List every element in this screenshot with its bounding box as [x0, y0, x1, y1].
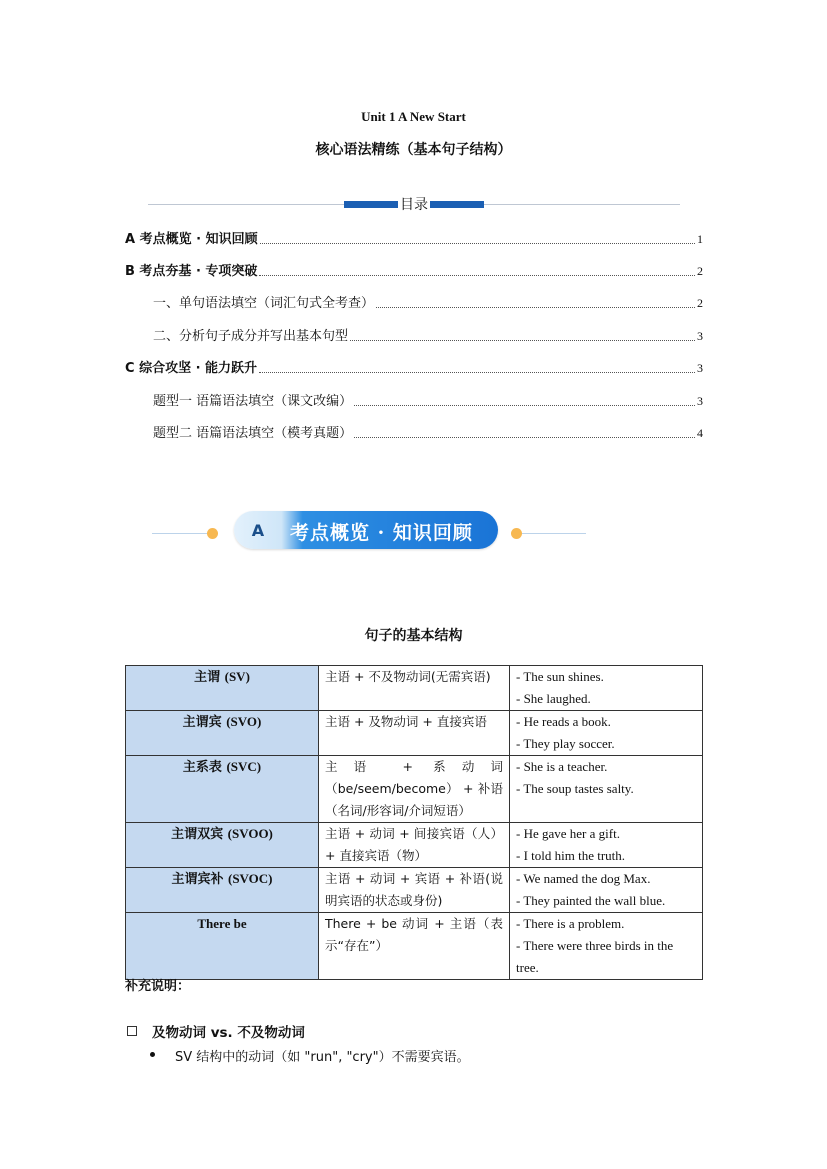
structure-name: 主谓: [194, 670, 221, 685]
toc-bar-left: [344, 201, 400, 208]
toc-item-text: 题型一 语篇语法填空（课文改编）: [153, 394, 353, 409]
toc-bar-right: [428, 201, 484, 208]
structure-code: (SV): [224, 669, 250, 684]
table-row: [126, 756, 703, 823]
structure-code: (SVOO): [227, 826, 273, 841]
structure-code: (SVO): [226, 714, 262, 729]
banner-line-right: [516, 533, 586, 534]
structure-desc: 主语 + 动词 + 间接宾语（人） + 直接宾语（物）: [319, 823, 510, 868]
structure-desc: There + be 动词 + 主语（表示“存在”）: [319, 913, 510, 980]
toc-item-c[interactable]: [125, 357, 703, 376]
example-line: - The sun shines.: [516, 669, 604, 684]
sentence-structure-table: [125, 665, 703, 980]
supplement-label: 补充说明：: [125, 979, 191, 994]
structure-examples: [510, 756, 703, 823]
structure-examples: [510, 823, 703, 868]
structure-desc: 主语 + 系动词（be/seem/become） + 补语（名词/形容词/介词短语）: [319, 756, 510, 823]
structure-name: 主系表: [182, 760, 222, 775]
structure-name-cell: [126, 711, 319, 756]
bullet-icon: [150, 1052, 155, 1057]
toc-leader: [259, 275, 695, 276]
toc-leader: [354, 437, 695, 438]
structure-name-cell: [126, 666, 319, 711]
structure-name-cell: [126, 823, 319, 868]
toc-item-text: B 考点夯基 · 专项突破: [125, 264, 258, 279]
structure-desc: 主语 + 动词 + 宾语 + 补语(说明宾语的状态或身份): [319, 868, 510, 913]
structure-name: There be: [197, 916, 247, 931]
toc-item-page: 1: [697, 232, 703, 246]
example-line: - She is a teacher.: [516, 759, 608, 774]
checkbox-icon: [127, 1026, 137, 1036]
example-line: - There were three birds in the tree.: [516, 938, 674, 975]
unit-title: Unit 1 A New Start: [361, 109, 466, 124]
banner-dot-right: [511, 528, 522, 539]
structure-examples: [510, 913, 703, 980]
toc-item-c1[interactable]: [153, 390, 703, 409]
toc-item-text: C 综合攻坚 · 能力跃升: [125, 361, 258, 376]
structure-desc: 主语 + 不及物动词(无需宾语): [319, 666, 510, 711]
example-line: - They play soccer.: [516, 736, 615, 751]
toc-leader: [376, 307, 695, 308]
toc-item-b1[interactable]: [153, 292, 703, 311]
structure-desc: 主语 + 及物动词 + 直接宾语: [319, 711, 510, 756]
example-line: - There is a problem.: [516, 916, 625, 931]
banner-line-left: [152, 533, 212, 534]
toc-item-page: 3: [697, 329, 703, 343]
example-line: - She laughed.: [516, 691, 591, 706]
example-line: - I told him the truth.: [516, 848, 626, 863]
table-row: [126, 913, 703, 980]
table-row: [126, 868, 703, 913]
example-line: - We named the dog Max.: [516, 871, 651, 886]
toc-item-text: A 考点概览 · 知识回顾: [125, 232, 258, 247]
structure-name: 主谓双宾: [171, 827, 224, 842]
table-row: [126, 823, 703, 868]
toc-item-page: 3: [697, 361, 703, 375]
table-row: [126, 711, 703, 756]
table-row: [126, 666, 703, 711]
example-line: - They painted the wall blue.: [516, 893, 666, 908]
structure-examples: [510, 666, 703, 711]
structure-name-cell: [126, 913, 319, 980]
structure-code: (SVC): [226, 759, 262, 774]
structure-examples: [510, 868, 703, 913]
toc-item-page: 2: [697, 296, 703, 310]
toc-leader: [350, 340, 695, 341]
toc-item-text: 二、分析句子成分并写出基本句型: [153, 329, 349, 344]
note-heading: 及物动词 vs. 不及物动词: [152, 1025, 305, 1041]
example-line: - He gave her a gift.: [516, 826, 620, 841]
toc-item-c2[interactable]: [153, 422, 703, 441]
banner-title: 考点概览 · 知识回顾: [290, 522, 473, 544]
toc-item-text: 一、单句语法填空（词汇句式全考查）: [153, 296, 375, 311]
banner-letter: A: [251, 521, 265, 540]
structure-name-cell: [126, 756, 319, 823]
banner-dot-left: [207, 528, 218, 539]
page-subtitle: 核心语法精练（基本句子结构）: [315, 142, 512, 158]
toc-item-b[interactable]: [125, 260, 703, 279]
toc-item-a[interactable]: [125, 228, 703, 247]
toc-item-page: 4: [697, 426, 703, 440]
toc-item-page: 2: [697, 264, 703, 278]
structure-name-cell: [126, 868, 319, 913]
table-title: 句子的基本结构: [364, 628, 463, 644]
example-line: - He reads a book.: [516, 714, 611, 729]
toc-item-text: 题型二 语篇语法填空（模考真题）: [153, 426, 353, 441]
structure-examples: [510, 711, 703, 756]
toc-leader: [354, 405, 695, 406]
structure-name: 主谓宾补: [171, 872, 224, 887]
structure-code: (SVOC): [228, 871, 273, 886]
toc-item-page: 3: [697, 394, 703, 408]
note-bullet-text: SV 结构中的动词（如 "run", "cry"）不需要宾语。: [175, 1050, 470, 1065]
toc-leader: [259, 372, 695, 373]
example-line: - The soup tastes salty.: [516, 781, 634, 796]
toc-item-b2[interactable]: [153, 325, 703, 344]
toc-leader: [260, 243, 695, 244]
toc-label: 目录: [398, 194, 430, 214]
structure-name: 主谓宾: [182, 715, 222, 730]
